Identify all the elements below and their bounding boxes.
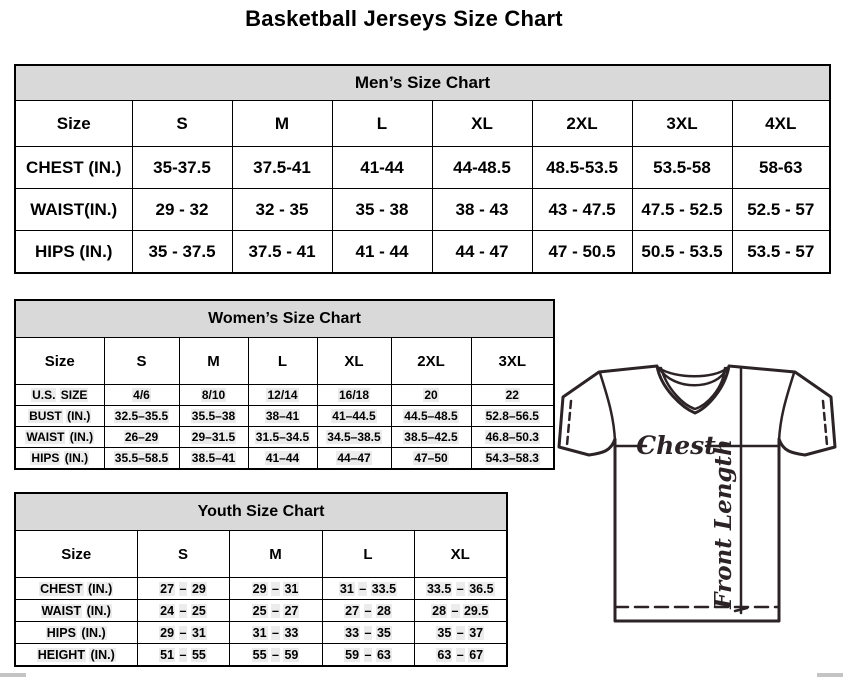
- cell-value: 32 - 35: [232, 189, 332, 231]
- cell-value: [391, 448, 471, 470]
- cell-value: [229, 600, 322, 622]
- highlighted-text: 35: [437, 625, 452, 640]
- highlighted-text: HEIGHT: [37, 647, 85, 662]
- cell-value: 44 - 47: [432, 231, 532, 274]
- highlighted-text: –: [272, 647, 279, 662]
- highlighted-text: HIPS: [46, 625, 76, 640]
- highlighted-text: (IN.): [88, 581, 113, 596]
- highlighted-text: SIZE: [60, 388, 88, 402]
- cell-value: [137, 622, 229, 644]
- highlighted-text: 55: [252, 647, 267, 662]
- front-length-label: Front Length: [710, 439, 737, 609]
- highlighted-text: –: [179, 647, 187, 662]
- highlighted-text: 63: [437, 647, 452, 662]
- highlighted-text: 8/10: [201, 388, 226, 402]
- column-header: Size: [15, 101, 132, 147]
- highlighted-text: 31.5–34.5: [255, 430, 310, 444]
- cell-value: [248, 385, 317, 406]
- cell-value: [471, 385, 554, 406]
- highlighted-text: 46.8–50.3: [485, 430, 539, 444]
- cell-value: [179, 427, 248, 448]
- chest-label: Chest: [636, 431, 716, 460]
- cell-value: 47 - 50.5: [532, 231, 632, 274]
- youth-size-table: [14, 492, 508, 667]
- cell-value: [414, 578, 507, 600]
- mens-table-title: Men’s Size Chart: [15, 65, 830, 101]
- cell-value: [229, 622, 322, 644]
- row-label: CHEST (IN.): [15, 147, 132, 189]
- highlighted-text: 27: [284, 603, 299, 618]
- cell-value: [137, 644, 229, 667]
- highlighted-text: 52.8–56.5: [485, 409, 539, 423]
- highlighted-text: WAIST: [26, 430, 65, 444]
- womens-header-row: [15, 338, 554, 385]
- highlighted-text: 33.5: [426, 581, 452, 596]
- highlighted-text: 31: [191, 625, 206, 640]
- highlighted-text: (IN.): [69, 430, 94, 444]
- highlighted-text: 27: [160, 581, 175, 596]
- table-row: [15, 427, 554, 448]
- highlighted-text: 59: [345, 647, 360, 662]
- cell-value: [391, 385, 471, 406]
- cell-value: [471, 406, 554, 427]
- row-label: [15, 578, 137, 600]
- cell-value: [317, 427, 391, 448]
- highlighted-text: 35: [376, 625, 391, 640]
- column-header: 2XL: [391, 338, 471, 385]
- highlighted-text: 25: [191, 603, 206, 618]
- cell-value: 35 - 38: [332, 189, 432, 231]
- column-header: S: [104, 338, 179, 385]
- highlighted-text: 34.5–38.5: [327, 430, 381, 444]
- column-header: M: [232, 101, 332, 147]
- column-header: L: [322, 531, 414, 578]
- cell-value: 44-48.5: [432, 147, 532, 189]
- column-header: 3XL: [471, 338, 554, 385]
- highlighted-text: –: [179, 625, 187, 640]
- highlighted-text: 38.5–42.5: [404, 430, 458, 444]
- highlighted-text: (IN.): [64, 451, 89, 465]
- cell-value: [229, 644, 322, 667]
- highlighted-text: –: [272, 603, 279, 618]
- cell-value: [248, 427, 317, 448]
- mens-table-title-row: [15, 65, 830, 101]
- column-header: Size: [15, 338, 104, 385]
- column-header: L: [248, 338, 317, 385]
- horizontal-scrollbar-fragment-left[interactable]: [0, 673, 26, 677]
- cell-value: [322, 578, 414, 600]
- cell-value: 43 - 47.5: [532, 189, 632, 231]
- youth-table-title: Youth Size Chart: [15, 493, 507, 531]
- highlighted-text: 44–47: [337, 451, 371, 465]
- row-label: [15, 427, 104, 448]
- highlighted-text: 44.5–48.5: [404, 409, 458, 423]
- womens-table-title: Women’s Size Chart: [15, 300, 554, 338]
- highlighted-text: –: [364, 603, 372, 618]
- row-label: [15, 385, 104, 406]
- cell-value: 35 - 37.5: [132, 231, 232, 274]
- column-header: Size: [15, 531, 137, 578]
- cell-value: [248, 448, 317, 470]
- cell-value: 35-37.5: [132, 147, 232, 189]
- highlighted-text: 54.3–58.3: [485, 451, 539, 465]
- highlighted-text: BUST: [29, 409, 62, 423]
- highlighted-text: 12/14: [267, 388, 298, 402]
- cell-value: [322, 600, 414, 622]
- highlighted-text: 63: [376, 647, 391, 662]
- row-label: [15, 448, 104, 470]
- cell-value: [179, 406, 248, 427]
- highlighted-text: HIPS: [31, 451, 60, 465]
- row-label: [15, 600, 137, 622]
- cell-value: [317, 448, 391, 470]
- column-header: XL: [414, 531, 507, 578]
- cell-value: [248, 406, 317, 427]
- mens-size-table: [14, 64, 831, 274]
- highlighted-text: 24: [160, 603, 175, 618]
- highlighted-text: WAIST: [41, 603, 82, 618]
- highlighted-text: 33: [345, 625, 360, 640]
- table-row: [15, 448, 554, 470]
- youth-table-title-row: [15, 493, 507, 531]
- highlighted-text: 38.5–41: [191, 451, 236, 465]
- table-row: [15, 622, 507, 644]
- highlighted-text: 59: [284, 647, 299, 662]
- cell-value: 41 - 44: [332, 231, 432, 274]
- column-header: M: [179, 338, 248, 385]
- cell-value: 53.5 - 57: [732, 231, 830, 274]
- cell-value: [414, 644, 507, 667]
- highlighted-text: –: [451, 603, 459, 618]
- highlighted-text: 41–44: [265, 451, 300, 465]
- highlighted-text: 33.5: [371, 581, 397, 596]
- highlighted-text: U.S.: [32, 388, 56, 402]
- cell-value: [414, 622, 507, 644]
- cell-value: [322, 622, 414, 644]
- table-row: [15, 231, 830, 274]
- cell-value: 38 - 43: [432, 189, 532, 231]
- highlighted-text: (IN.): [90, 647, 115, 662]
- highlighted-text: 32.5–35.5: [114, 409, 169, 423]
- highlighted-text: 31: [339, 581, 354, 596]
- cell-value: [391, 406, 471, 427]
- row-label: [15, 644, 137, 667]
- cell-value: [317, 385, 391, 406]
- cell-value: 47.5 - 52.5: [632, 189, 732, 231]
- highlighted-text: 28: [376, 603, 391, 618]
- row-label: HIPS (IN.): [15, 231, 132, 274]
- jersey-outline-shape: [559, 366, 835, 621]
- highlighted-text: –: [179, 581, 187, 596]
- table-row: [15, 147, 830, 189]
- row-label: [15, 622, 137, 644]
- highlighted-text: (IN.): [67, 409, 91, 423]
- cell-value: 29 - 32: [132, 189, 232, 231]
- youth-header-row: [15, 531, 507, 578]
- highlighted-text: 41–44.5: [332, 409, 376, 423]
- cell-value: [471, 427, 554, 448]
- column-header: L: [332, 101, 432, 147]
- cell-value: [322, 644, 414, 667]
- cell-value: [317, 406, 391, 427]
- highlighted-text: –: [272, 581, 279, 596]
- highlighted-text: 37: [469, 625, 484, 640]
- highlighted-text: 35.5–58.5: [114, 451, 169, 465]
- table-row: [15, 600, 507, 622]
- column-header: S: [137, 531, 229, 578]
- cell-value: [391, 427, 471, 448]
- highlighted-text: 4/6: [133, 388, 150, 402]
- cell-value: 53.5-58: [632, 147, 732, 189]
- table-row: [15, 189, 830, 231]
- cell-value: [137, 578, 229, 600]
- column-header: XL: [317, 338, 391, 385]
- column-header: 3XL: [632, 101, 732, 147]
- highlighted-text: 29.5: [463, 603, 489, 618]
- highlighted-text: –: [456, 625, 464, 640]
- highlighted-text: 27: [345, 603, 360, 618]
- column-header: S: [132, 101, 232, 147]
- highlighted-text: 31: [252, 625, 267, 640]
- highlighted-text: –: [456, 647, 464, 662]
- cell-value: [104, 406, 179, 427]
- highlighted-text: 26–29: [124, 430, 159, 444]
- highlighted-text: 31: [284, 581, 299, 596]
- column-header: 4XL: [732, 101, 830, 147]
- highlighted-text: 22: [505, 388, 519, 402]
- highlighted-text: 25: [252, 603, 267, 618]
- table-row: [15, 578, 507, 600]
- womens-size-table: [14, 299, 555, 470]
- highlighted-text: CHEST: [40, 581, 83, 596]
- highlighted-text: 29: [191, 581, 206, 596]
- highlighted-text: 29–31.5: [191, 430, 236, 444]
- cell-value: [414, 600, 507, 622]
- highlighted-text: –: [272, 625, 279, 640]
- highlighted-text: –: [364, 625, 372, 640]
- horizontal-scrollbar-fragment-right[interactable]: [817, 673, 843, 677]
- mens-header-row: [15, 101, 830, 147]
- table-row: [15, 644, 507, 667]
- highlighted-text: 47–50: [414, 451, 448, 465]
- cell-value: 37.5 - 41: [232, 231, 332, 274]
- table-row: [15, 385, 554, 406]
- womens-table-title-row: [15, 300, 554, 338]
- page-title: Basketball Jerseys Size Chart: [245, 6, 563, 31]
- row-label: WAIST(IN.): [15, 189, 132, 231]
- cell-value: [104, 385, 179, 406]
- cell-value: 37.5-41: [232, 147, 332, 189]
- jersey-measurement-diagram: [555, 361, 843, 631]
- cell-value: 50.5 - 53.5: [632, 231, 732, 274]
- highlighted-text: 35.5–38: [191, 409, 236, 423]
- cell-value: 58-63: [732, 147, 830, 189]
- highlighted-text: 29: [252, 581, 267, 596]
- highlighted-text: –: [456, 581, 464, 596]
- cell-value: 52.5 - 57: [732, 189, 830, 231]
- highlighted-text: 28: [432, 603, 447, 618]
- column-header: M: [229, 531, 322, 578]
- highlighted-text: (IN.): [81, 625, 106, 640]
- highlighted-text: 36.5: [469, 581, 494, 596]
- highlighted-text: –: [364, 647, 372, 662]
- cell-value: [137, 600, 229, 622]
- cell-value: 41-44: [332, 147, 432, 189]
- table-row: [15, 406, 554, 427]
- column-header: XL: [432, 101, 532, 147]
- cell-value: [179, 385, 248, 406]
- highlighted-text: 67: [469, 647, 484, 662]
- highlighted-text: (IN.): [86, 603, 111, 618]
- highlighted-text: 51: [160, 647, 175, 662]
- highlighted-text: 29: [160, 625, 175, 640]
- cell-value: [179, 448, 248, 470]
- highlighted-text: 16/18: [338, 388, 370, 402]
- highlighted-text: –: [359, 581, 367, 596]
- highlighted-text: 20: [424, 388, 438, 402]
- cell-value: [104, 448, 179, 470]
- row-label: [15, 406, 104, 427]
- cell-value: 48.5-53.5: [532, 147, 632, 189]
- column-header: 2XL: [532, 101, 632, 147]
- highlighted-text: 38–41: [265, 409, 300, 423]
- cell-value: [471, 448, 554, 470]
- highlighted-text: 55: [191, 647, 206, 662]
- cell-value: [104, 427, 179, 448]
- highlighted-text: –: [179, 603, 187, 618]
- highlighted-text: 33: [284, 625, 299, 640]
- cell-value: [229, 578, 322, 600]
